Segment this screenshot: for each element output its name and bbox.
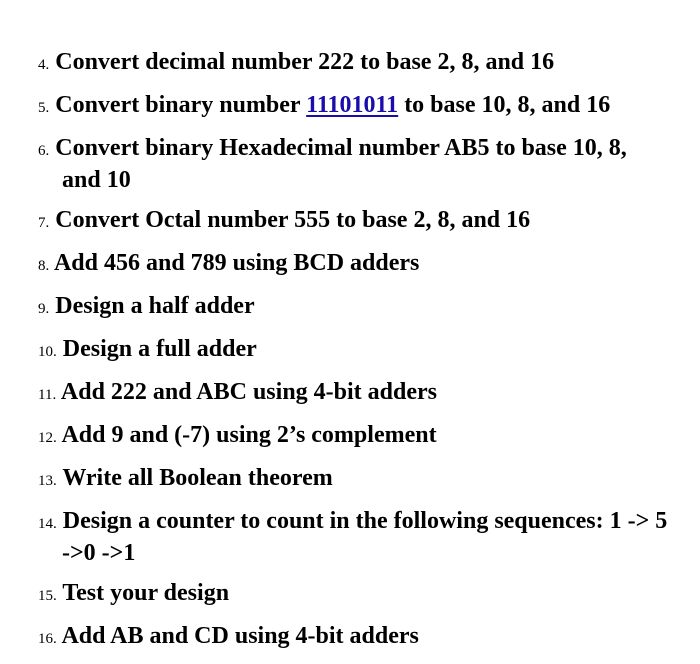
question-number: 16. <box>38 631 57 647</box>
question-number: 13. <box>38 473 57 489</box>
question-text: Add 9 and (-7) using 2’s complement <box>61 422 437 448</box>
question-text: Add 222 and ABC using 4-bit adders <box>60 379 438 405</box>
question-item <box>38 421 678 453</box>
question-number: 7. <box>38 215 50 231</box>
question-number: 6. <box>38 143 50 159</box>
binary-number-link[interactable]: 11101011 <box>306 92 399 118</box>
question-item <box>38 206 678 238</box>
question-text: Add 456 and 789 using BCD adders <box>53 250 420 276</box>
question-text: Convert decimal number 222 to base 2, 8, and 16 <box>55 49 555 75</box>
question-number: 12. <box>38 430 57 446</box>
question-number: 5. <box>38 100 50 116</box>
question-item <box>38 48 678 80</box>
question-number: 14. <box>38 516 57 532</box>
question-item <box>38 579 678 611</box>
question-text: Test your design <box>62 580 230 606</box>
question-text: Design a full adder <box>62 336 257 362</box>
question-item <box>38 134 668 195</box>
question-text: Convert binary Hexadecimal number AB5 to base 10, 8, and 10 <box>55 135 627 193</box>
question-item <box>38 292 678 324</box>
question-item <box>38 249 678 281</box>
question-number: 15. <box>38 588 57 604</box>
question-text: Write all Boolean theorem <box>62 465 333 491</box>
question-text-before: Convert binary number <box>55 92 307 118</box>
question-item <box>38 335 678 367</box>
question-text: Convert Octal number 555 to base 2, 8, and 16 <box>55 207 531 233</box>
question-text: Design a counter to count in the following sequences: 1 -> 5 ->0 ->1 <box>62 508 668 566</box>
question-text: Design a half adder <box>55 293 255 319</box>
question-item <box>38 378 678 410</box>
question-number: 11. <box>38 387 57 403</box>
question-text: Add AB and CD using 4-bit adders <box>61 623 419 649</box>
question-item <box>38 507 668 568</box>
question-number: 4. <box>38 57 50 73</box>
question-text-after: to base 10, 8, and 16 <box>398 92 611 118</box>
question-number: 9. <box>38 301 50 317</box>
question-item <box>38 622 678 654</box>
question-number: 10. <box>38 344 57 360</box>
question-item <box>38 464 678 496</box>
question-number: 8. <box>38 258 50 274</box>
question-item <box>38 91 678 123</box>
